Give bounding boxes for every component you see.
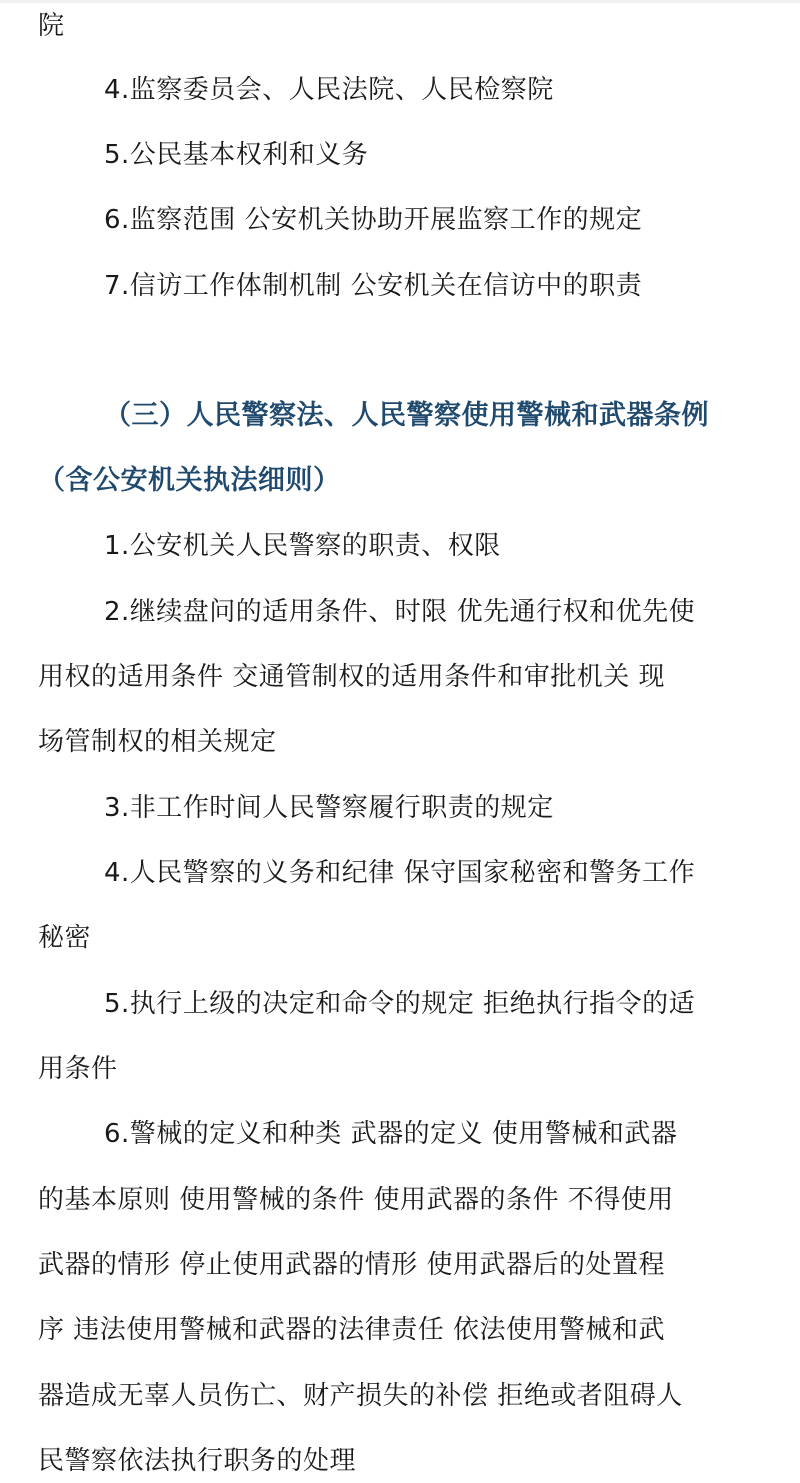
text-line: 4.监察委员会、人民法院、人民检察院: [104, 75, 554, 105]
section-heading: （三）人民警察法、人民警察使用警械和武器条例: [104, 400, 709, 431]
text-line: 7.信访工作体制机制 公安机关在信访中的职责: [104, 271, 643, 301]
text-line: 秘密: [38, 923, 92, 953]
section-heading: （含公安机关执法细则）: [38, 465, 341, 496]
text-line: 民警察依法执行职务的处理: [38, 1446, 357, 1476]
text-line: 用权的适用条件 交通管制权的适用条件和审批机关 现: [38, 662, 666, 692]
text-line: 器造成无辜人员伤亡、财产损失的补偿 拒绝或者阻碍人: [38, 1381, 683, 1411]
text-line: 用条件: [38, 1054, 118, 1084]
text-line: 场管制权的相关规定: [38, 727, 277, 757]
text-line: 5.公民基本权利和义务: [104, 140, 369, 170]
text-line: 6.监察范围 公安机关协助开展监察工作的规定: [104, 205, 643, 235]
text-line: 2.继续盘问的适用条件、时限 优先通行权和优先使: [104, 597, 696, 627]
text-line: 6.警械的定义和种类 武器的定义 使用警械和武器: [104, 1119, 678, 1149]
text-line: 武器的情形 停止使用武器的情形 使用武器后的处置程: [38, 1250, 666, 1280]
text-line: 3.非工作时间人民警察履行职责的规定: [104, 793, 554, 823]
text-line: 序 违法使用警械和武器的法律责任 依法使用警械和武: [38, 1315, 666, 1345]
text-line: 4.人民警察的义务和纪律 保守国家秘密和警务工作: [104, 858, 696, 888]
text-line: 的基本原则 使用警械的条件 使用武器的条件 不得使用: [38, 1185, 674, 1215]
text-line: 院: [38, 11, 65, 41]
text-line: 5.执行上级的决定和命令的规定 拒绝执行指令的适: [104, 989, 696, 1019]
top-divider: [0, 0, 800, 3]
text-line: 1.公安机关人民警察的职责、权限: [104, 531, 501, 561]
